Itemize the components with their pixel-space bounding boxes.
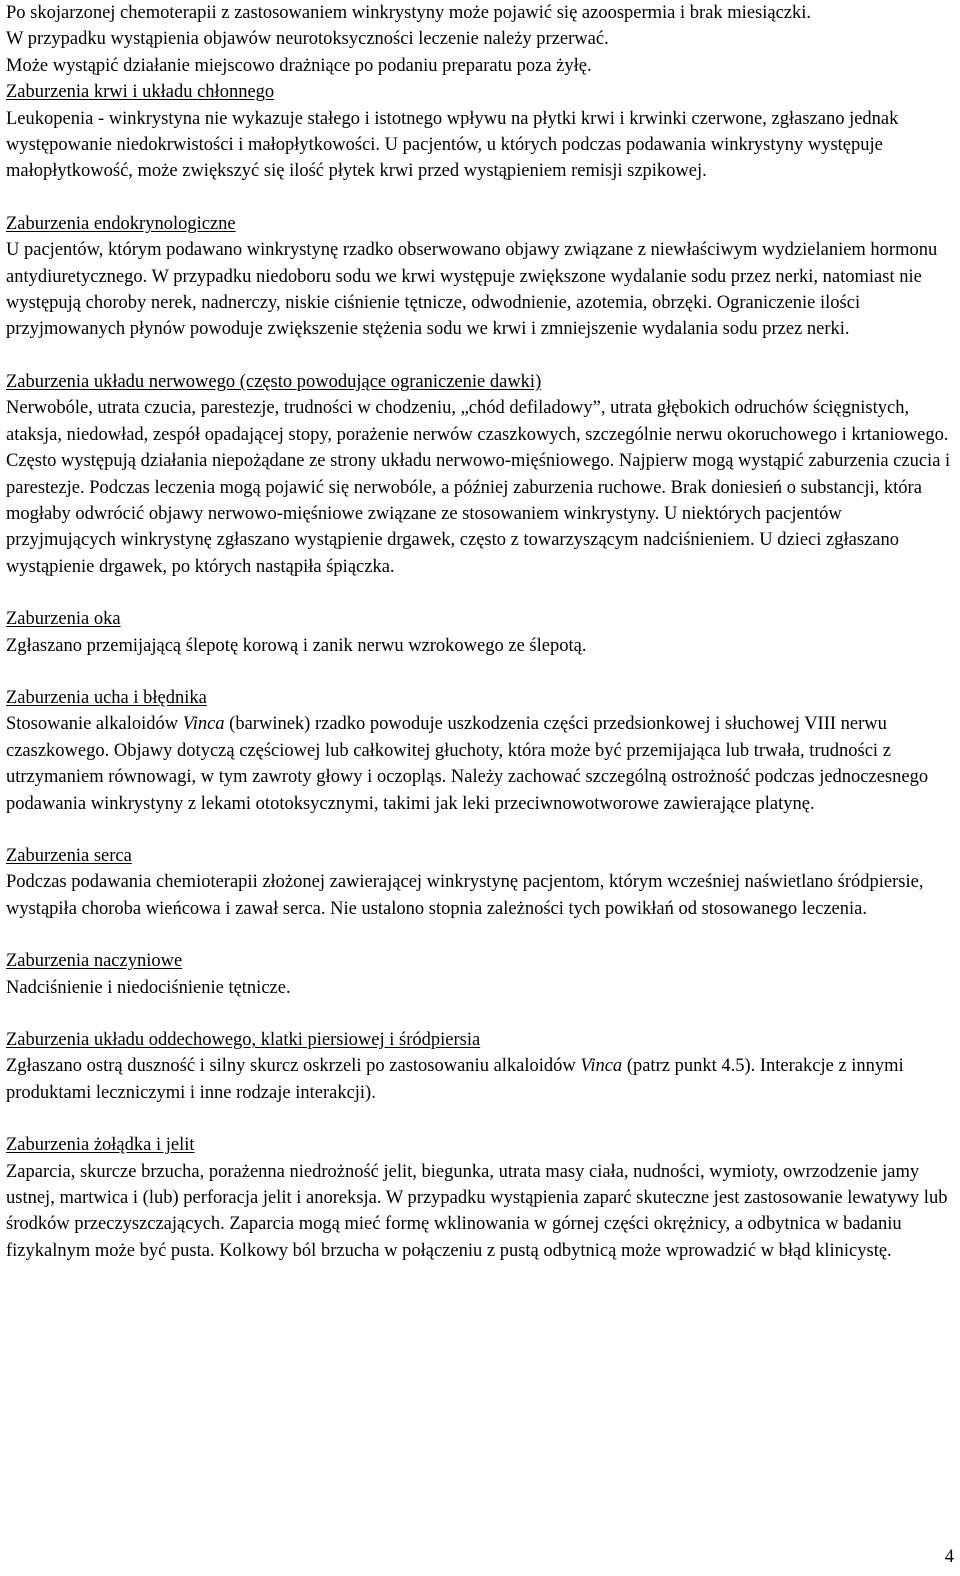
section-body: Podczas podawania chemioterapii złożonej zawierającej winkrystynę pacjentom, którym wcześniej naświetlano śródpiersie, wystąpiła choroba wieńcowa i zawał serca. Nie ustalono stopnia zależności tych powikłań od stosowanego leczenia.	[6, 872, 924, 919]
section-vascular	[6, 948, 952, 1001]
body-text: (barwinek) rzadko powoduje uszkodzenia części przedsionkowej i słuchowej VIII nerwu czaszkowego. Objawy dotyczą częściowej lub całkowitej głuchoty, która może być przemijająca lub trwała, trudności z utrzymaniem równowagi, w tym zawroty głowy i oczopląs. Należy zachować szczególną ostrożność podczas jednoczesnego podawania winkrystyny z lekami ototoksycznymi, takimi jak leki przeciwnowotworowe zawierające platynę.	[6, 714, 929, 814]
intro-line: Po skojarzonej chemoterapii z zastosowaniem winkrystyny może pojawić się azoospermia i brak miesiączki.	[6, 3, 812, 23]
section-body	[6, 711, 952, 817]
section-heading: Zaburzenia układu nerwowego (często powodujące ograniczenie dawki)	[6, 371, 542, 392]
section-endocrine	[6, 211, 952, 343]
section-heading: Zaburzenia żołądka i jelit	[6, 1135, 195, 1156]
section-body: Nerwobóle, utrata czucia, parestezje, trudności w chodzeniu, „chód defiladowy”, utrata głębokich odruchów ścięgnistych, ataksja, niedowład, zespół opadającej stopy, porażenie nerwów czaszkowych, szczególnie nerwu okoruchowego i krtaniowego. Często występują działania niepożądane ze strony układu nerwowo-mięśniowego. Najpierw mogą wystąpić zaburzenia czucia i parestezje. Podczas leczenia mogą pojawić się nerwobóle, a później zaburzenia ruchowe. Brak doniesień o substancji, która mogłaby odwrócić objawy nerwowo-mięśniowe związane ze stosowaniem winkrystyny. U niektórych pacjentów przyjmujących winkrystynę zgłaszano wystąpienie drgawek, często z towarzyszącym nadciśnieniem. U dzieci zgłaszano wystąpienie drgawek, po których nastąpiła śpiączka.	[6, 398, 951, 577]
body-text: (patrz punkt 4.5). Interakcje z innymi produktami leczniczymi i inne rodzaje interakcji).	[6, 1056, 904, 1103]
body-text: Zgłaszano ostrą duszność i silny skurcz oskrzeli po zastosowaniu alkaloidów	[6, 1056, 581, 1077]
section-ear	[6, 685, 952, 817]
section-heading: Zaburzenia krwi i układu chłonnego	[6, 82, 275, 103]
section-blood-lymph	[6, 79, 952, 185]
section-body: Nadciśnienie i niedociśnienie tętnicze.	[6, 977, 291, 998]
section-heading: Zaburzenia układu oddechowego, klatki piersiowej i śródpiersia	[6, 1030, 481, 1050]
section-body: Leukopenia - winkrystyna nie wykazuje stałego i istotnego wpływu na płytki krwi i krwinki czerwone, zgłaszano jednak występowanie niedokrwistości i małopłytkowości. U pacjentów, u których podczas podawania winkrystyny występuje małopłytkowość, może zwiększyć się ilość płytek krwi przed wystąpieniem remisji szpikowej.	[6, 108, 899, 182]
section-heading: Zaburzenia naczyniowe	[6, 951, 183, 972]
italic-term: Vinca	[182, 714, 225, 735]
italic-term: Vinca	[580, 1056, 623, 1077]
section-heart	[6, 843, 952, 922]
section-body: Zgłaszano przemijającą ślepotę korową i zanik nerwu wzrokowego ze ślepotą.	[6, 635, 587, 656]
body-text: Stosowanie alkaloidów	[6, 714, 183, 735]
section-heading: Zaburzenia serca	[6, 845, 132, 866]
intro-line: Może wystąpić działanie miejscowo drażniące po podaniu preparatu poza żyłę.	[6, 55, 592, 76]
section-respiratory	[6, 1027, 952, 1106]
intro-line: W przypadku wystąpienia objawów neurotoksyczności leczenie należy przerwać.	[6, 29, 609, 50]
section-body: U pacjentów, którym podawano winkrystynę rzadko obserwowano objawy związane z niewłaściwym wydzielaniem hormonu antydiuretycznego. W przypadku niedoboru sodu we krwi występuje zwiększone wydalanie sodu przez nerki, natomiast nie występują choroby nerek, nadnerczy, niskie ciśnienie tętnicze, odwodnienie, azotemia, obrzęki. Ograniczenie ilości przyjmowanych płynów powoduje zwiększenie stężenia sodu we krwi i zmniejszenie wydalania sodu przez nerki.	[6, 240, 938, 340]
section-gastrointestinal	[6, 1132, 952, 1264]
section-body: Zaparcia, skurcze brzucha, porażenna niedrożność jelit, biegunka, utrata masy ciała, nudności, wymioty, owrzodzenie jamy ustnej, martwica i (lub) perforacja jelit i anoreksja. W przypadku wystąpienia zaparć skuteczne jest zastosowanie lewatywy lub środków przeczyszczających. Zaparcia mogą mieć formę wklinowania w górnej części okrężnicy, a odbytnica w badaniu fizykalnym może być pusta. Kolkowy ból brzucha w połączeniu z pustą odbytnicą może wprowadzić w błąd klinicystę.	[6, 1161, 948, 1261]
intro-block	[6, 0, 952, 79]
section-heading: Zaburzenia endokrynologiczne	[6, 213, 236, 234]
section-eye	[6, 606, 952, 659]
section-nervous-system	[6, 369, 952, 580]
section-heading: Zaburzenia ucha i błędnika	[6, 687, 207, 708]
section-body	[6, 1053, 952, 1106]
section-heading: Zaburzenia oka	[6, 609, 121, 630]
page-number: 4	[944, 1547, 954, 1567]
